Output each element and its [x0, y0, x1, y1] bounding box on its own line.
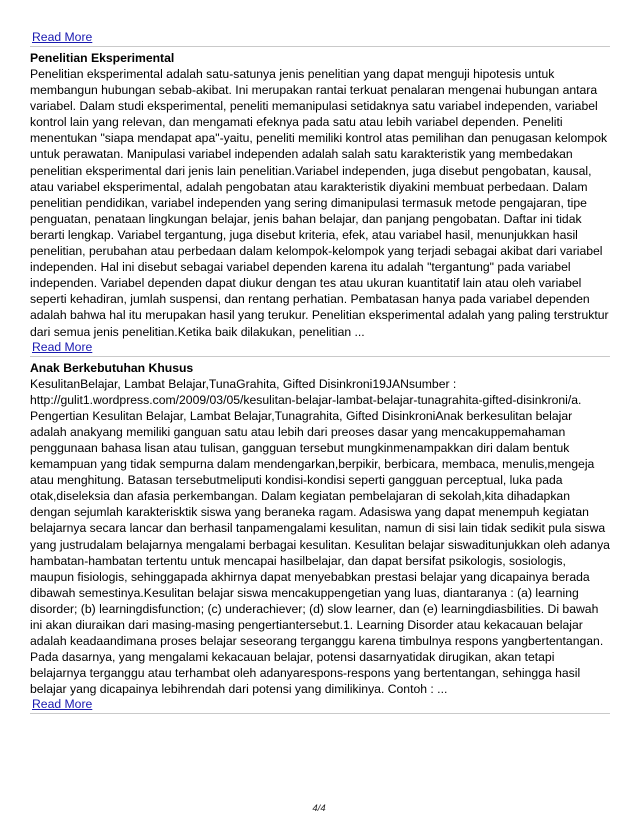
read-more-link[interactable]: Read More [32, 30, 93, 44]
divider [30, 713, 610, 714]
article-body: KesulitanBelajar, Lambat Belajar,TunaGrahita, Gifted Disinkroni19JANsumber : http://gulit1.wordpress.com/2009/03/05/kesulitan-belajar-lambat-belajar-tunagrahita-gifted-disinkroni/a. Pengertian Kesulitan Belajar, Lambat Belajar,Tunagrahita, Gifted DisinkroniAnak berkesulitan belajar adalah anakyang memiliki ganguan satu atau lebih dari preoses dasar yang mencakuppemahaman penggunaan bahasa lisan atau tulisan, gangguan tersebut mungkinmenampakkan diri dalam bentuk kemampuan yang tidak sempurna dalam mendengarkan,berpikir, berbicara, membaca, menulis,mengeja atau menghitung. Batasan tersebutmeliputi kondisi-kondisi seperti gangguan perceptual, luka pada otak,diseleksia dan afasia perkembangan. Dalam kegiatan pembelajaran di sekolah,kita dihadapkan dengan sejumlah karakterisktik siswa yang beraneka ragam. Adasiswa yang dapat menempuh kegiatan belajarnya secara lancar dan berhasil tanpamengalami kesulitan, namun di sisi lain tidak sedikit pula siswa yang justrudalam belajarnya mengalami berbagai kesulitan. Kesulitan belajar siswaditunjukkan oleh adanya hambatan-hambatan tertentu untuk mencapai hasilbelajar, dan dapat bersifat psikologis, sosiologis, maupun fisiologis, sehinggapada akhirnya dapat menyebabkan prestasi belajar yang dicapainya berada dibawah semestinya.Kesulitan belajar siswa mencakuppengetian yang luas, diantaranya : (a) learning disorder; (b) learningdisfunction; (c) underachiever; (d) slow learner, dan (e) learningdiasbilities. Di bawah ini akan diuraikan dari masing-masing pengertiantersebut.1. Learning Disorder atau kekacauan belajar adalah keadaandimana proses belajar seseorang terganggu karena timbulnya respons yangbertentangan. Pada dasarnya, yang mengalami kekacauan belajar, potensi dasarnyatidak dirugikan, akan tetapi belajarnya terganggu atau terhambat oleh adanyarespons-respons yang bertentangan, sehingga hasil belajar yang dicapainya lebihrendah dari potensi yang dimilikinya. Contoh : ... [30, 376, 610, 697]
divider [30, 356, 610, 357]
page-number: 4/4 [312, 803, 326, 814]
page-content [30, 28, 610, 714]
article-title: Anak Berkebutuhan Khusus [30, 360, 194, 375]
read-more-link[interactable]: Read More [32, 697, 93, 712]
article [30, 50, 610, 354]
article-title: Penelitian Eksperimental [30, 51, 175, 65]
divider [30, 46, 610, 47]
article [30, 360, 610, 712]
article-body: Penelitian eksperimental adalah satu-satunya jenis penelitian yang dapat menguji hipotesis untuk membangun hubungan sebab-akibat. Ini merupakan rantai terkuat penalaran mengenai hubungan antara variabel. Dalam studi eksperimental, peneliti memanipulasi setidaknya satu variabel independen, variabel kontrol lain yang relevan, dan mengamati efeknya pada satu atau lebih variabel dependen. Peneliti menentukan "siapa mendapat apa"-yaitu, peneliti memiliki kontrol atas pemilihan dan penugasan kelompok untuk perawatan. Manipulasi variabel independen adalah salah satu karakteristik yang membedakan penelitian eksperimental dari jenis lain penelitian.Variabel independen, juga disebut pengobatan, kausal, atau variabel eksperimental, adalah pengobatan atau karakteristik diyakini membuat perbedaan. Dalam penelitian pendidikan, variabel independen yang sering dimanipulasi termasuk metode pengajaran, tipe penguatan, penataan lingkungan belajar, jenis bahan belajar, dan panjang pengobatan. Daftar ini tidak berarti lengkap. Variabel tergantung, juga disebut kriteria, efek, atau variabel hasil, menunjukkan hasil penelitian, perubahan atau perbedaan dalam kelompok-kelompok yang terjadi sebagai akibat dari variabel independen. Hal ini disebut sebagai variabel dependen karena itu adalah "tergantung" pada variabel independen. Variabel dependen dapat diukur dengan tes atau ukuran kuantitatif lain atau oleh variabel seperti kehadiran, jumlah suspensi, dan rentang perhatian. Pembatasan hanya pada variabel dependen adalah bahwa hal itu merupakan hasil yang terukur. Penelitian eksperimental adalah yang paling terstruktur dari semua jenis penelitian.Ketika baik dilakukan, penelitian ... [30, 67, 609, 339]
read-more-link[interactable]: Read More [32, 339, 93, 354]
